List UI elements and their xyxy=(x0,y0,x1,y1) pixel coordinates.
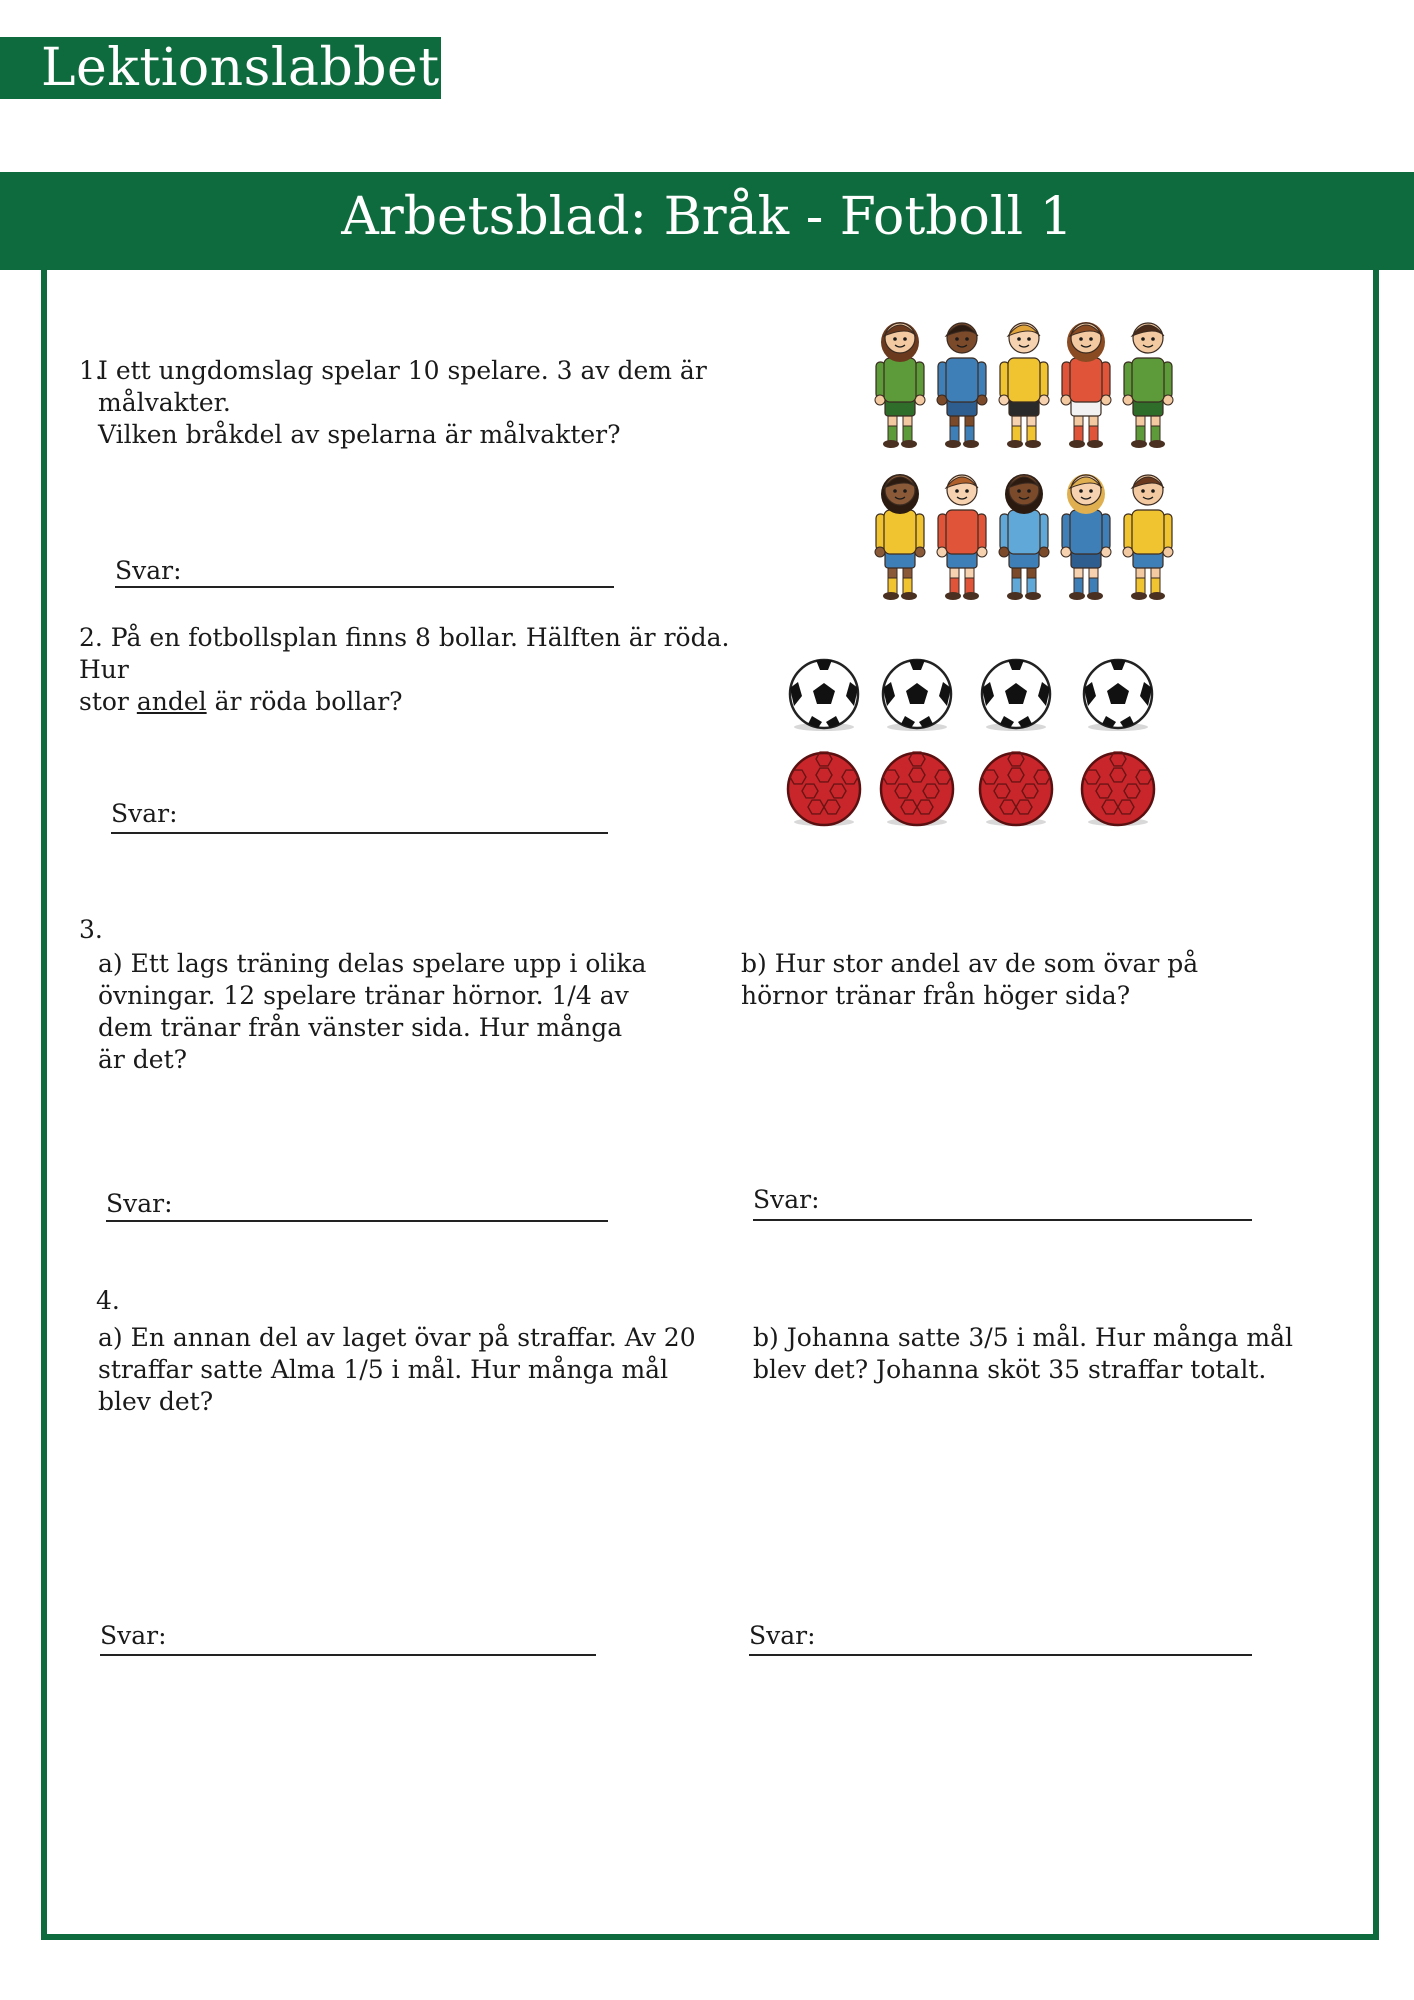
q4a-answer-line[interactable] xyxy=(100,1654,596,1656)
red-ball xyxy=(881,752,953,826)
white-ball xyxy=(883,660,951,731)
q3a-text: a) Ett lags träning delas spelare upp i olika övningar. 12 spelare tränar hörnor. 1/4 av dem tränar från vänster sida. Hur många är det? xyxy=(98,949,647,1074)
q3b-text: b) Hur stor andel av de som övar på hörnor tränar från höger sida? xyxy=(741,949,1199,1010)
q2-text-after: är röda bollar? xyxy=(206,687,403,716)
q4a-text: a) En annan del av laget övar på straffar. Av 20 straffar satte Alma 1/5 i mål. Hur många mål blev det? xyxy=(98,1323,696,1416)
q1-answer-line[interactable] xyxy=(115,586,614,588)
player-figure xyxy=(1061,474,1111,600)
player-figure xyxy=(875,322,925,448)
q3b-answer-label: Svar: xyxy=(753,1185,820,1214)
q1-answer-label: Svar: xyxy=(115,556,182,585)
q2-answer-label: Svar: xyxy=(111,799,178,828)
white-ball xyxy=(982,660,1050,731)
player-figure xyxy=(999,474,1049,600)
brand-logo: Lektionslabbet xyxy=(0,37,441,99)
player-figure xyxy=(875,474,925,600)
q3b-answer-line[interactable] xyxy=(753,1219,1252,1221)
q2-text-before: 2. På en fotbollsplan finns 8 bollar. Hälften är röda. Hur stor xyxy=(79,623,730,716)
player-figure xyxy=(1123,475,1173,600)
worksheet-title: Arbetsblad: Bråk - Fotboll 1 xyxy=(0,172,1414,270)
player-figure xyxy=(999,323,1049,448)
red-ball xyxy=(1082,752,1154,826)
q4a-answer-label: Svar: xyxy=(100,1621,167,1650)
players-illustration xyxy=(868,312,1188,622)
q1-text: I ett ungdomslag spelar 10 spelare. 3 av dem är målvakter. Vilken bråkdel av spelarna är målvakter? xyxy=(98,356,707,449)
balls-illustration xyxy=(780,648,1160,838)
q4-number: 4. xyxy=(96,1286,120,1315)
white-ball xyxy=(790,660,858,731)
red-ball xyxy=(980,752,1052,826)
q4b-answer-line[interactable] xyxy=(749,1654,1252,1656)
q1-number: 1. xyxy=(79,356,103,385)
player-figure xyxy=(1123,323,1173,448)
q2-underlined-word: andel xyxy=(136,687,207,716)
q3-number: 3. xyxy=(79,915,103,944)
q2-answer-line[interactable] xyxy=(111,832,608,834)
player-figure xyxy=(937,475,987,600)
red-ball xyxy=(788,752,860,826)
q3a-answer-line[interactable] xyxy=(106,1220,608,1222)
q2-text xyxy=(79,622,769,718)
player-figure xyxy=(1061,322,1111,448)
white-ball xyxy=(1084,660,1152,731)
q4b-answer-label: Svar: xyxy=(749,1621,816,1650)
q4b-text: b) Johanna satte 3/5 i mål. Hur många mål blev det? Johanna sköt 35 straffar totalt. xyxy=(753,1323,1294,1384)
player-figure xyxy=(937,323,987,448)
q3a-answer-label: Svar: xyxy=(106,1189,173,1218)
